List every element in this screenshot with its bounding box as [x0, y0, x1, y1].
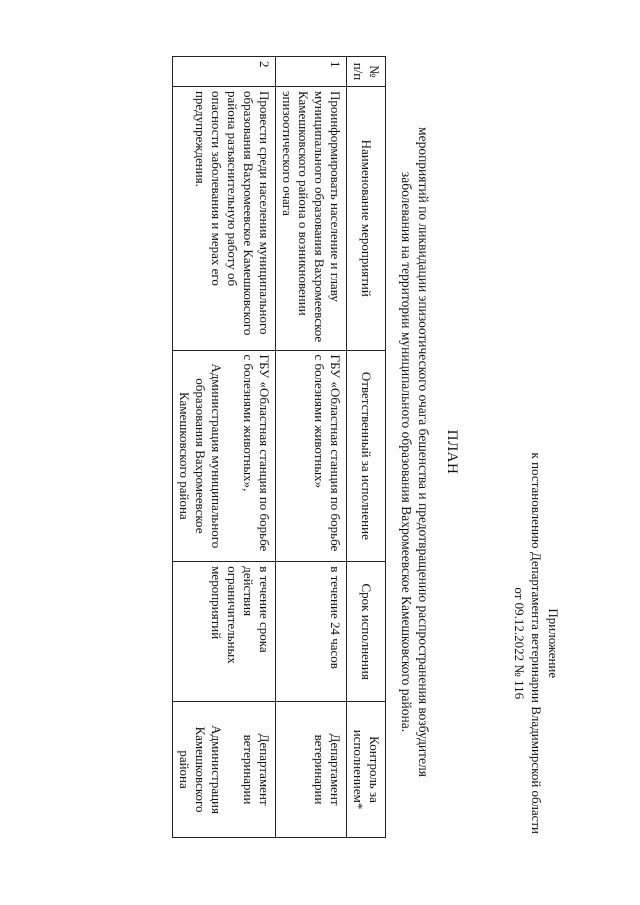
responsible-extra: Администрация муниципального образования Вахромеевское Камешковского района	[177, 363, 224, 549]
appendix-decree: к постановлению Департамента ветеринарии Владимирской области	[529, 452, 544, 834]
row-term: в течение срока действия ограничительных мероприятий	[173, 562, 276, 702]
table-row	[173, 57, 276, 838]
rotated-sheet	[60, 42, 580, 862]
appendix-header	[511, 453, 562, 834]
plan-table	[172, 56, 386, 838]
row-control	[276, 702, 347, 838]
header-control: Контроль за исполнением*	[347, 702, 386, 838]
row-responsible	[173, 350, 276, 562]
row-action: Проинформировать население и главу муниципального образования Вахромеевское Камешковского района о возникновении эпизоотического очага	[276, 86, 347, 350]
control-main: Департамент ветеринарии	[241, 733, 272, 806]
appendix-date: от 09.12.2022 № 116	[512, 587, 527, 700]
row-responsible	[276, 350, 347, 562]
header-responsible: Ответственный за исполнение	[347, 350, 386, 562]
responsible-main: ГБУ «Областная станция по борьбе с болезнями животных»	[312, 354, 343, 552]
appendix-label: Приложение	[546, 608, 561, 679]
responsible-main: ГБУ «Областная станция по борьбе с болезнями животных»,	[241, 354, 272, 552]
header-action: Наименование мероприятий	[347, 86, 386, 350]
row-control	[173, 702, 276, 838]
subtitle-line-1: мероприятий по ликвидации эпизоотического очага бешенства и предотвращению распространения возбудителя	[416, 127, 431, 777]
page-title: ПЛАН	[444, 429, 460, 475]
control-main: Департамент ветеринарии	[312, 733, 343, 806]
row-action: Провести среди населения муниципального образования Вахромеевское Камешковского района разъяснительную работу об опасности заболевания и мерах его предупреждения.	[173, 86, 276, 350]
header-term: Срок исполнения	[347, 562, 386, 702]
page-subtitle	[398, 72, 432, 832]
row-num: 2	[173, 57, 276, 87]
control-extra: Администрация Камешковского района	[177, 725, 224, 814]
table-header-row	[347, 57, 386, 838]
row-term: в течение 24 часов	[276, 562, 347, 702]
table-row	[276, 57, 347, 838]
subtitle-line-2: заболевания на территории муниципального образования Вахромеевское Камешковского района.	[399, 171, 414, 733]
row-num: 1	[276, 57, 347, 87]
header-num: № п/п	[347, 57, 386, 87]
